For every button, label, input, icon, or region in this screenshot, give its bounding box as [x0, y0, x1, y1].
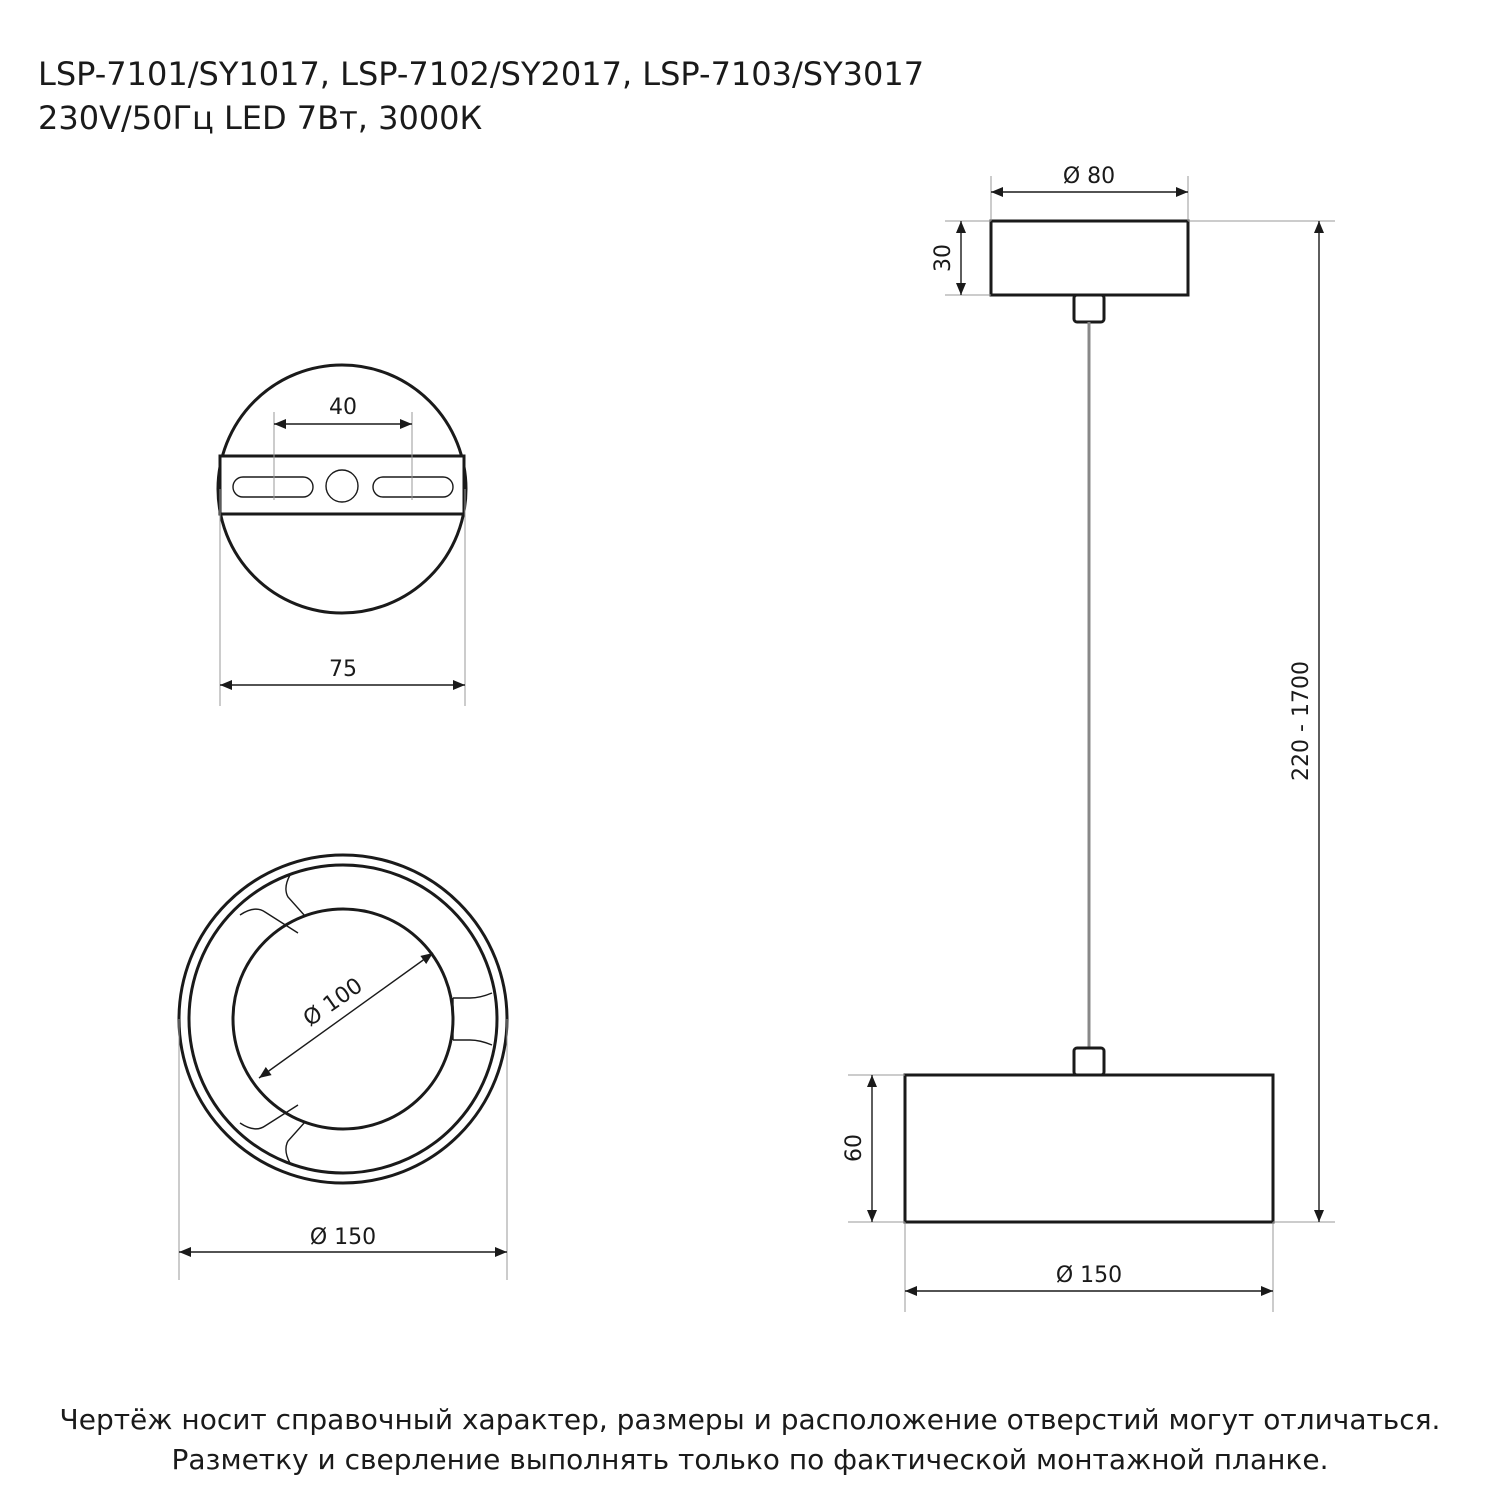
dim-label-total-height: 220 - 1700 — [1289, 661, 1314, 781]
lamp-body-side — [905, 1075, 1273, 1222]
dim-label-d80: Ø 80 — [1062, 164, 1116, 189]
disclaimer-line-2: Разметку и сверление выполнять только по фактической монтажной планке. — [171, 1443, 1329, 1476]
model-numbers: LSP-7101/SY1017, LSP-7102/SY2017, LSP-7103/SY3017 — [38, 55, 925, 93]
dim-label-d150-side: Ø 150 — [1055, 1263, 1123, 1288]
canopy-side — [991, 221, 1188, 295]
dim-label-40: 40 — [329, 395, 357, 420]
disclaimer — [0, 1400, 1500, 1480]
dim-label-30: 30 — [931, 244, 956, 272]
dim-label-60: 60 — [842, 1134, 867, 1162]
rib-5 — [240, 1105, 298, 1129]
lamp-aperture — [233, 909, 453, 1129]
canopy-bottom-view — [218, 365, 466, 706]
mounting-bracket — [220, 456, 464, 514]
rib-1 — [240, 909, 298, 933]
canopy-cable-grip — [1074, 295, 1104, 322]
electrical-specs: 230V/50Гц LED 7Вт, 3000К — [38, 99, 483, 137]
dim-label-d150-bottom: Ø 150 — [309, 1225, 377, 1250]
lamp-inner-ring — [189, 865, 497, 1173]
side-elevation — [842, 164, 1335, 1312]
rib-3 — [453, 993, 492, 998]
lamp-outer-ring — [179, 855, 507, 1183]
dim-line-d100 — [259, 953, 433, 1078]
rib-4 — [453, 1040, 492, 1045]
lamp-cable-grip — [1074, 1048, 1104, 1075]
disclaimer-line-1: Чертёж носит справочный характер, размеры и расположение отверстий могут отличаться. — [59, 1403, 1441, 1436]
dim-label-75: 75 — [329, 657, 357, 682]
rib-2 — [286, 875, 305, 916]
lamp-bottom-view — [179, 855, 507, 1280]
dim-label-d100: Ø 100 — [298, 973, 368, 1032]
rib-6 — [286, 1122, 305, 1163]
